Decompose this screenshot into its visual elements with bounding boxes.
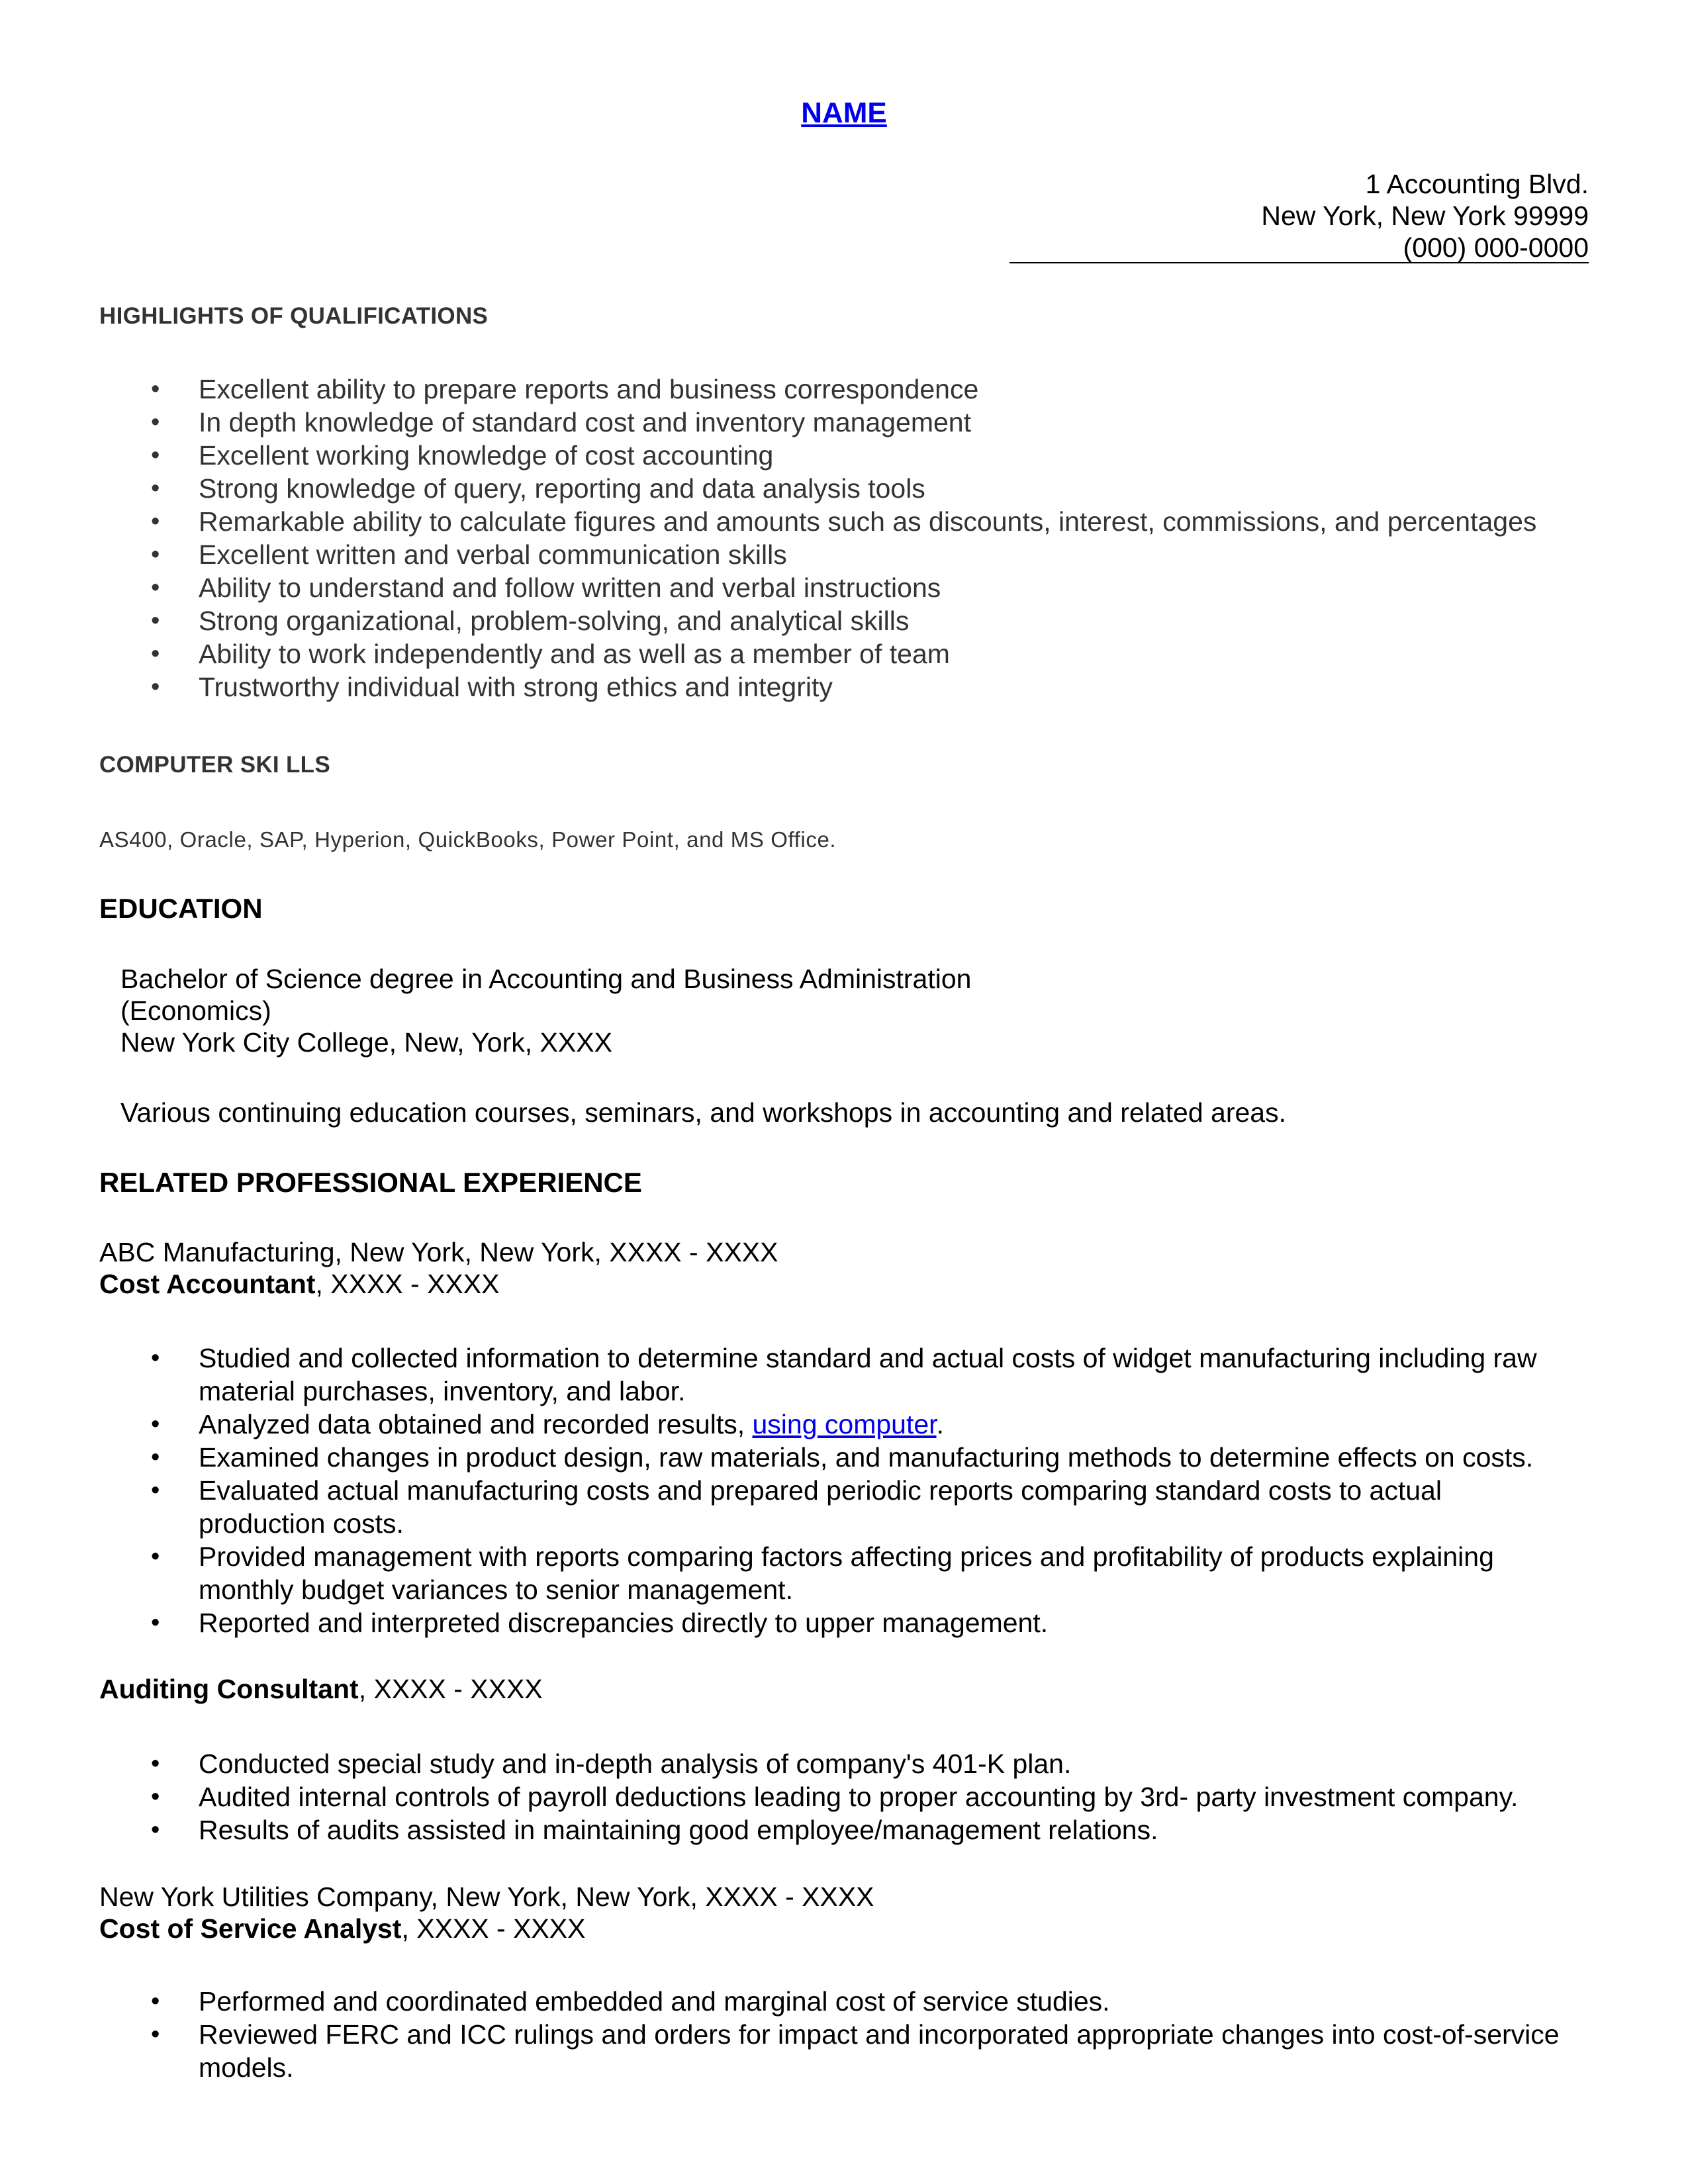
list-item: • Excellent written and verbal communication skills xyxy=(151,539,787,570)
list-item: • Strong organizational, problem-solving, and analytical skills xyxy=(151,606,910,636)
role-3 xyxy=(99,1913,874,1944)
list-item: • Results of audits assisted in maintaining good employee/management relations. xyxy=(151,1815,1158,1845)
school: New York City College, New, York, XXXX xyxy=(120,1027,612,1058)
list-item: • Conducted special study and in-depth analysis of company's 401-K plan. xyxy=(151,1749,1072,1779)
list-item: • Evaluated actual manufacturing costs and prepared periodic reports comparing standard costs to actual production costs. xyxy=(151,1475,1442,1539)
list-item: • In depth knowledge of standard cost and inventory management xyxy=(151,407,971,437)
contact-block xyxy=(1009,168,1589,263)
list-item: • Performed and coordinated embedded and marginal cost of service studies. xyxy=(151,1986,1110,2017)
role-3-dates: , XXXX - XXXX xyxy=(401,1913,586,1944)
list-item: • Ability to understand and follow written and verbal instructions xyxy=(151,572,941,603)
list-item: • Analyzed data obtained and recorded results, using computer. xyxy=(151,1409,944,1439)
continuing-education: Various continuing education courses, seminars, and workshops in accounting and related areas. xyxy=(120,1097,1286,1128)
list-item: • Excellent working knowledge of cost accounting xyxy=(151,440,774,471)
list-item: • Examined changes in product design, raw materials, and manufacturing methods to determine effects on costs. xyxy=(151,1442,1534,1473)
company-1: ABC Manufacturing, New York, New York, XXXX - XXXX xyxy=(99,1237,778,1267)
list-item: • Trustworthy individual with strong ethics and integrity xyxy=(151,672,833,702)
role-1 xyxy=(99,1268,778,1300)
role-2-list xyxy=(99,1747,1518,1846)
role-3-title: Cost of Service Analyst xyxy=(99,1913,402,1944)
list-item: • Remarkable ability to calculate figures and amounts such as discounts, interest, commissions, and percentages xyxy=(151,506,1537,537)
role-1-dates: , XXXX - XXXX xyxy=(315,1269,500,1299)
role-2-dates: , XXXX - XXXX xyxy=(358,1674,543,1704)
address-line-1: 1 Accounting Blvd. xyxy=(1365,169,1589,199)
role-1-list xyxy=(99,1342,1537,1639)
job-block-1 xyxy=(99,1236,778,1300)
list-item: • Strong knowledge of query, reporting and data analysis tools xyxy=(151,473,925,504)
education-block xyxy=(120,963,971,1058)
computer-skills-text: AS400, Oracle, SAP, Hyperion, QuickBooks, Power Point, and MS Office. xyxy=(99,827,837,852)
list-item: • Ability to work independently and as well as a member of team xyxy=(151,639,950,669)
address-line-2: New York, New York 99999 xyxy=(1261,201,1589,231)
role-1-title: Cost Accountant xyxy=(99,1269,316,1299)
list-item: • Audited internal controls of payroll deductions leading to proper accounting by 3rd- party investment company. xyxy=(151,1782,1519,1812)
resume-page xyxy=(99,0,1589,2184)
role-3-list xyxy=(99,1985,1560,2084)
role-2 xyxy=(99,1673,543,1705)
phone-number: (000) 000-0000 xyxy=(1009,233,1589,263)
computer-skills-heading: COMPUTER SKI LLS xyxy=(99,752,330,778)
company-2: New York Utilities Company, New York, New York, XXXX - XXXX xyxy=(99,1882,874,1912)
list-item: • Excellent ability to prepare reports and business correspondence xyxy=(151,374,979,404)
list-item: • Reviewed FERC and ICC rulings and orders for impact and incorporated appropriate changes into cost-of-service models. xyxy=(151,2019,1560,2083)
using-computer-link[interactable]: using computer xyxy=(752,1409,937,1439)
education-heading: EDUCATION xyxy=(99,893,263,924)
experience-heading: RELATED PROFESSIONAL EXPERIENCE xyxy=(99,1167,642,1198)
degree: Bachelor of Science degree in Accounting and Business Administration xyxy=(120,964,972,994)
role-2-title: Auditing Consultant xyxy=(99,1674,359,1704)
list-item: • Studied and collected information to determine standard and actual costs of widget manufacturing including raw material purchases, inventory, and labor. xyxy=(151,1343,1537,1406)
major: (Economics) xyxy=(120,995,271,1026)
list-item: • Reported and interpreted discrepancies directly to upper management. xyxy=(151,1608,1049,1638)
list-item: • Provided management with reports comparing factors affecting prices and profitability of products explaining monthly budget variances to senior management. xyxy=(151,1541,1494,1605)
highlights-heading: HIGHLIGHTS OF QUALIFICATIONS xyxy=(99,303,489,329)
resume-name-link[interactable]: NAME xyxy=(801,97,887,129)
job-block-2 xyxy=(99,1881,874,1944)
highlights-list xyxy=(99,373,1536,704)
